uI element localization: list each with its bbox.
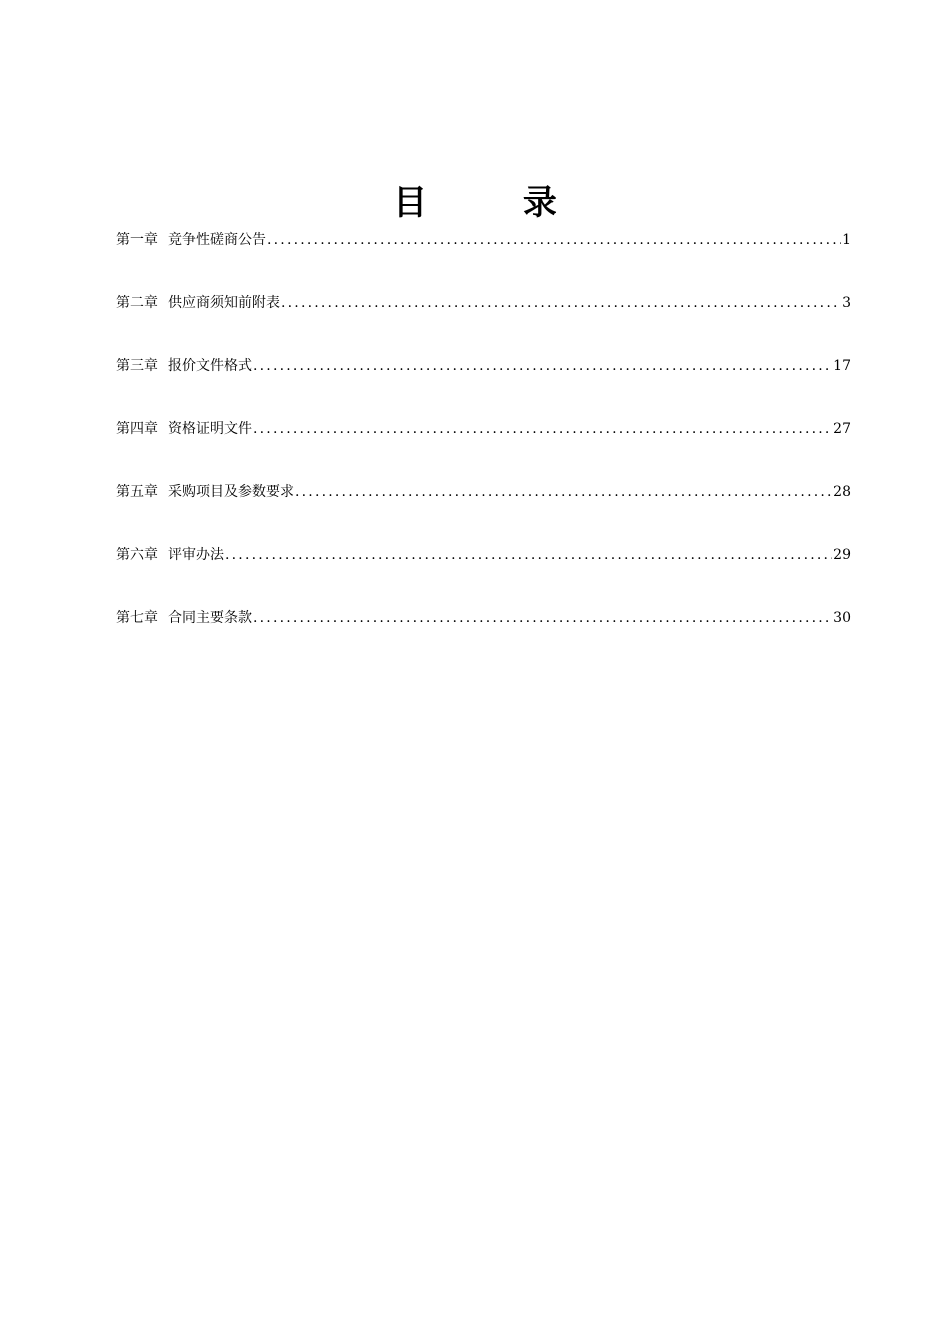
- toc-dot-leader: [253, 352, 832, 380]
- toc-entry-title: 资格证明文件: [168, 421, 252, 437]
- table-of-contents: [116, 226, 851, 667]
- toc-entry-chapter-2[interactable]: [116, 289, 851, 352]
- toc-entry-title: 报价文件格式: [168, 358, 252, 374]
- toc-page-number: 28: [833, 484, 851, 500]
- toc-page-number: 29: [833, 547, 851, 563]
- toc-entry-title: 竞争性磋商公告: [168, 232, 266, 248]
- toc-dot-leader: [267, 226, 841, 254]
- toc-entry-title: 评审办法: [168, 547, 224, 563]
- toc-entry-title: 合同主要条款: [168, 610, 252, 626]
- toc-chapter-number: 第二章: [116, 295, 158, 311]
- toc-dot-leader: [225, 541, 832, 569]
- toc-chapter-number: 第六章: [116, 547, 158, 563]
- toc-chapter-number: 第一章: [116, 232, 158, 248]
- toc-dot-leader: [281, 289, 841, 317]
- toc-chapter-number: 第七章: [116, 610, 158, 626]
- toc-entry-chapter-3[interactable]: [116, 352, 851, 415]
- toc-chapter-number: 第五章: [116, 484, 158, 500]
- toc-page-number: 30: [833, 610, 851, 626]
- toc-dot-leader: [253, 415, 832, 443]
- toc-entry-chapter-6[interactable]: [116, 541, 851, 604]
- toc-dot-leader: [253, 604, 832, 632]
- toc-entry-chapter-1[interactable]: [116, 226, 851, 289]
- toc-chapter-number: 第四章: [116, 421, 158, 437]
- toc-entry-chapter-7[interactable]: [116, 604, 851, 667]
- toc-page-number: 27: [833, 421, 851, 437]
- page-title: 目 录: [393, 183, 599, 223]
- toc-entry-chapter-5[interactable]: [116, 478, 851, 541]
- toc-entry-chapter-4[interactable]: [116, 415, 851, 478]
- toc-page-number: 3: [842, 295, 851, 311]
- toc-entry-title: 采购项目及参数要求: [168, 484, 294, 500]
- toc-page-number: 17: [833, 358, 851, 374]
- toc-dot-leader: [295, 478, 832, 506]
- toc-chapter-number: 第三章: [116, 358, 158, 374]
- toc-entry-title: 供应商须知前附表: [168, 295, 280, 311]
- toc-page-number: 1: [842, 232, 851, 248]
